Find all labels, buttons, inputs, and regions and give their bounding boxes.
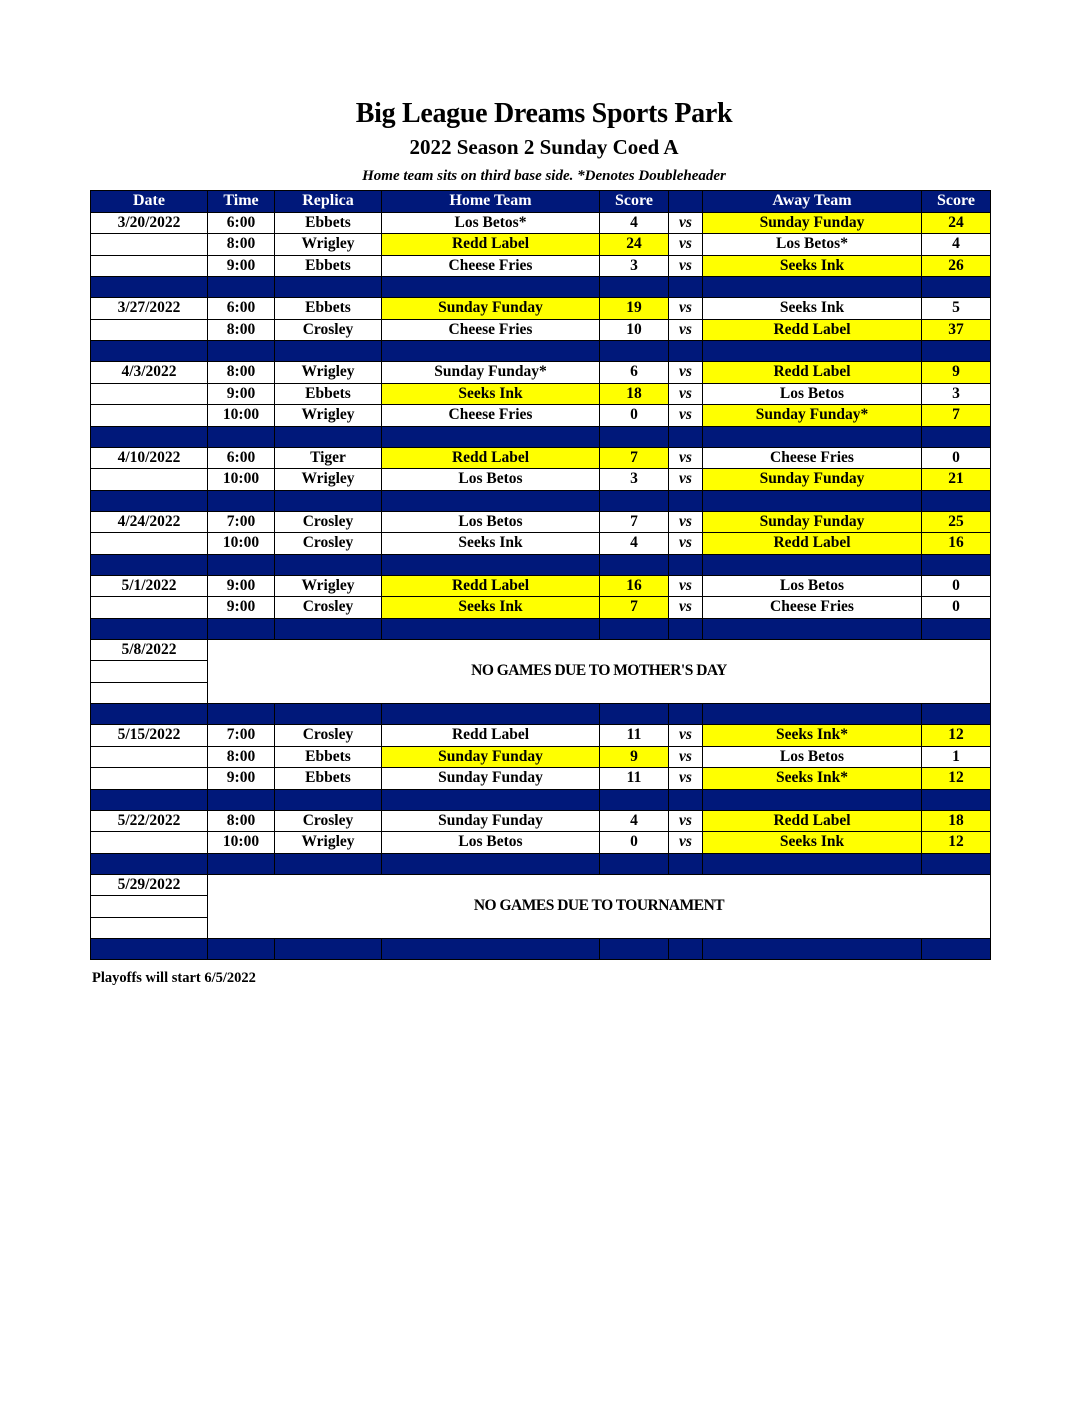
away-team-cell: Redd Label [703,810,922,832]
separator-cell [600,939,669,960]
home-team-cell: Seeks Ink [382,597,600,619]
playoffs-note: Playoffs will start 6/5/2022 [92,970,256,986]
separator-cell [703,426,922,447]
away-score-cell: 18 [922,810,991,832]
no-games-message: NO GAMES DUE TO MOTHER'S DAY [208,639,991,704]
replica-cell: Ebbets [275,212,382,234]
home-score-cell: 10 [600,319,669,341]
away-score-cell: 37 [922,319,991,341]
away-team-cell: Los Betos [703,383,922,405]
separator-row [91,426,991,447]
vs-cell: vs [669,212,703,234]
date-cell: 4/24/2022 [91,511,208,533]
separator-cell [669,277,703,298]
game-row [91,362,991,384]
separator-cell [703,490,922,511]
separator-cell [91,426,208,447]
col-date: Date [91,191,208,213]
home-score-cell: 9 [600,746,669,768]
vs-cell: vs [669,298,703,320]
replica-cell: Crosley [275,533,382,555]
away-team-cell: Seeks Ink [703,255,922,277]
away-score-cell: 9 [922,362,991,384]
separator-cell [600,554,669,575]
vs-cell: vs [669,725,703,747]
away-team-cell: Redd Label [703,533,922,555]
time-cell: 10:00 [208,533,275,555]
away-team-cell: Seeks Ink [703,832,922,854]
time-cell: 10:00 [208,832,275,854]
separator-cell [922,789,991,810]
home-team-cell: Sunday Funday [382,746,600,768]
date-cell [91,597,208,619]
separator-cell [922,426,991,447]
separator-cell [91,789,208,810]
home-score-cell: 4 [600,212,669,234]
home-score-cell: 3 [600,255,669,277]
separator-cell [208,554,275,575]
game-row [91,511,991,533]
home-score-cell: 7 [600,511,669,533]
game-row [91,234,991,256]
col-away-score: Score [922,191,991,213]
separator-cell [208,426,275,447]
home-team-cell: Los Betos [382,832,600,854]
vs-cell: vs [669,234,703,256]
col-replica: Replica [275,191,382,213]
time-cell: 9:00 [208,383,275,405]
away-score-cell: 25 [922,511,991,533]
vs-cell: vs [669,597,703,619]
game-row [91,447,991,469]
away-score-cell: 5 [922,298,991,320]
home-score-cell: 16 [600,575,669,597]
separator-cell [600,704,669,725]
separator-cell [703,277,922,298]
vs-cell: vs [669,832,703,854]
time-cell: 8:00 [208,362,275,384]
separator-cell [922,939,991,960]
separator-cell [275,554,382,575]
separator-row [91,618,991,639]
replica-cell: Ebbets [275,298,382,320]
away-score-cell: 0 [922,575,991,597]
game-row [91,298,991,320]
replica-cell: Wrigley [275,234,382,256]
separator-cell [669,939,703,960]
separator-cell [600,426,669,447]
separator-cell [600,277,669,298]
game-row [91,212,991,234]
separator-row [91,554,991,575]
away-score-cell: 1 [922,746,991,768]
vs-cell: vs [669,810,703,832]
home-team-cell: Los Betos [382,511,600,533]
home-score-cell: 24 [600,234,669,256]
separator-cell [275,939,382,960]
separator-row [91,939,991,960]
away-team-cell: Seeks Ink* [703,768,922,790]
time-cell: 6:00 [208,212,275,234]
away-score-cell: 12 [922,832,991,854]
home-team-cell: Redd Label [382,575,600,597]
date-cell: 5/29/2022 [91,874,208,896]
time-cell: 9:00 [208,575,275,597]
separator-cell [208,853,275,874]
replica-cell: Wrigley [275,362,382,384]
separator-row [91,853,991,874]
separator-cell [91,853,208,874]
home-team-cell: Sunday Funday [382,768,600,790]
separator-cell [208,277,275,298]
away-score-cell: 24 [922,212,991,234]
date-cell [91,896,208,918]
home-team-cell: Seeks Ink [382,533,600,555]
separator-cell [922,554,991,575]
away-team-cell: Seeks Ink* [703,725,922,747]
separator-row [91,704,991,725]
date-cell [91,234,208,256]
home-team-cell: Seeks Ink [382,383,600,405]
game-row [91,768,991,790]
vs-cell: vs [669,533,703,555]
home-score-cell: 19 [600,298,669,320]
separator-cell [703,939,922,960]
replica-cell: Ebbets [275,255,382,277]
separator-cell [922,490,991,511]
replica-cell: Ebbets [275,383,382,405]
home-score-cell: 4 [600,810,669,832]
game-row [91,533,991,555]
time-cell: 9:00 [208,597,275,619]
separator-cell [922,618,991,639]
date-cell [91,255,208,277]
separator-cell [208,704,275,725]
date-cell: 4/10/2022 [91,447,208,469]
separator-cell [91,939,208,960]
no-games-message: NO GAMES DUE TO TOURNAMENT [208,874,991,939]
separator-cell [382,426,600,447]
time-cell: 8:00 [208,810,275,832]
separator-cell [275,789,382,810]
separator-cell [382,618,600,639]
date-cell [91,383,208,405]
vs-cell: vs [669,362,703,384]
no-games-row [91,639,991,661]
home-score-cell: 0 [600,405,669,427]
separator-cell [600,341,669,362]
vs-cell: vs [669,575,703,597]
away-score-cell: 7 [922,405,991,427]
home-score-cell: 7 [600,447,669,469]
vs-cell: vs [669,255,703,277]
separator-cell [91,341,208,362]
away-score-cell: 3 [922,383,991,405]
away-team-cell: Los Betos [703,746,922,768]
home-score-cell: 11 [600,768,669,790]
col-home-team: Home Team [382,191,600,213]
separator-cell [669,853,703,874]
time-cell: 10:00 [208,469,275,491]
date-cell: 3/27/2022 [91,298,208,320]
separator-row [91,490,991,511]
away-score-cell: 0 [922,597,991,619]
away-score-cell: 26 [922,255,991,277]
game-row [91,746,991,768]
home-team-cell: Sunday Funday* [382,362,600,384]
replica-cell: Wrigley [275,405,382,427]
separator-cell [703,853,922,874]
away-team-cell: Sunday Funday [703,511,922,533]
separator-cell [669,704,703,725]
home-team-cell: Los Betos [382,469,600,491]
separator-cell [669,618,703,639]
game-row [91,597,991,619]
away-team-cell: Sunday Funday [703,469,922,491]
away-score-cell: 12 [922,725,991,747]
home-score-cell: 11 [600,725,669,747]
time-cell: 10:00 [208,405,275,427]
time-cell: 8:00 [208,319,275,341]
separator-cell [382,341,600,362]
separator-cell [275,490,382,511]
game-row [91,725,991,747]
game-row [91,810,991,832]
away-score-cell: 21 [922,469,991,491]
home-team-cell: Los Betos* [382,212,600,234]
home-team-cell: Cheese Fries [382,319,600,341]
game-row [91,319,991,341]
separator-cell [208,341,275,362]
date-cell [91,832,208,854]
date-cell: 5/1/2022 [91,575,208,597]
replica-cell: Crosley [275,319,382,341]
vs-cell: vs [669,405,703,427]
separator-cell [669,490,703,511]
date-cell [91,682,208,704]
separator-cell [91,704,208,725]
separator-cell [275,341,382,362]
home-score-cell: 3 [600,469,669,491]
separator-cell [91,554,208,575]
separator-cell [382,554,600,575]
separator-cell [275,618,382,639]
separator-cell [703,704,922,725]
separator-cell [382,704,600,725]
col-vs [669,191,703,213]
replica-cell: Tiger [275,447,382,469]
vs-cell: vs [669,383,703,405]
separator-cell [922,277,991,298]
away-team-cell: Redd Label [703,362,922,384]
away-team-cell: Sunday Funday [703,212,922,234]
separator-cell [600,490,669,511]
separator-row [91,277,991,298]
game-row [91,469,991,491]
separator-cell [703,554,922,575]
date-cell [91,746,208,768]
vs-cell: vs [669,768,703,790]
date-cell [91,319,208,341]
separator-cell [382,490,600,511]
home-score-cell: 6 [600,362,669,384]
away-team-cell: Cheese Fries [703,597,922,619]
separator-cell [669,426,703,447]
replica-cell: Wrigley [275,469,382,491]
separator-cell [275,704,382,725]
separator-cell [275,426,382,447]
replica-cell: Ebbets [275,768,382,790]
time-cell: 8:00 [208,746,275,768]
away-team-cell: Cheese Fries [703,447,922,469]
away-team-cell: Los Betos [703,575,922,597]
separator-cell [208,939,275,960]
date-cell [91,661,208,683]
separator-cell [600,853,669,874]
date-cell: 3/20/2022 [91,212,208,234]
schedule-body [91,212,991,960]
separator-cell [208,618,275,639]
home-team-cell: Sunday Funday [382,810,600,832]
time-cell: 7:00 [208,725,275,747]
home-team-cell: Sunday Funday [382,298,600,320]
away-score-cell: 16 [922,533,991,555]
home-score-cell: 4 [600,533,669,555]
vs-cell: vs [669,746,703,768]
separator-cell [208,789,275,810]
time-cell: 9:00 [208,255,275,277]
home-score-cell: 18 [600,383,669,405]
col-away-team: Away Team [703,191,922,213]
time-cell: 8:00 [208,234,275,256]
separator-cell [922,341,991,362]
date-cell: 4/3/2022 [91,362,208,384]
date-cell [91,469,208,491]
replica-cell: Crosley [275,725,382,747]
separator-cell [382,853,600,874]
home-score-cell: 7 [600,597,669,619]
separator-cell [208,490,275,511]
separator-cell [382,277,600,298]
separator-cell [91,490,208,511]
separator-cell [600,789,669,810]
separator-row [91,789,991,810]
separator-cell [600,618,669,639]
home-team-cell: Redd Label [382,447,600,469]
separator-cell [922,704,991,725]
separator-cell [669,789,703,810]
away-team-cell: Redd Label [703,319,922,341]
replica-cell: Crosley [275,597,382,619]
home-score-cell: 0 [600,832,669,854]
vs-cell: vs [669,511,703,533]
home-team-cell: Redd Label [382,725,600,747]
away-team-cell: Los Betos* [703,234,922,256]
separator-cell [275,853,382,874]
home-team-cell: Cheese Fries [382,255,600,277]
game-row [91,383,991,405]
schedule-table [90,190,991,960]
replica-cell: Crosley [275,511,382,533]
col-home-score: Score [600,191,669,213]
date-cell [91,917,208,939]
game-row [91,255,991,277]
time-cell: 6:00 [208,298,275,320]
replica-cell: Ebbets [275,746,382,768]
separator-cell [703,341,922,362]
replica-cell: Wrigley [275,832,382,854]
game-row [91,575,991,597]
time-cell: 9:00 [208,768,275,790]
date-cell [91,533,208,555]
away-score-cell: 4 [922,234,991,256]
page-subtitle: 2022 Season 2 Sunday Coed A [409,135,679,159]
replica-cell: Wrigley [275,575,382,597]
separator-cell [382,939,600,960]
doubleheader-note: Home team sits on third base side. *Denotes Doubleheader [362,168,726,184]
separator-cell [703,789,922,810]
away-team-cell: Seeks Ink [703,298,922,320]
date-cell: 5/8/2022 [91,639,208,661]
separator-cell [91,618,208,639]
date-cell: 5/22/2022 [91,810,208,832]
away-score-cell: 0 [922,447,991,469]
date-cell [91,405,208,427]
separator-cell [382,789,600,810]
separator-cell [91,277,208,298]
away-team-cell: Sunday Funday* [703,405,922,427]
away-score-cell: 12 [922,768,991,790]
separator-cell [703,618,922,639]
separator-cell [275,277,382,298]
vs-cell: vs [669,447,703,469]
game-row [91,832,991,854]
separator-cell [669,554,703,575]
game-row [91,405,991,427]
date-cell [91,768,208,790]
vs-cell: vs [669,319,703,341]
vs-cell: vs [669,469,703,491]
col-time: Time [208,191,275,213]
separator-cell [922,853,991,874]
home-team-cell: Cheese Fries [382,405,600,427]
time-cell: 7:00 [208,511,275,533]
page-title: Big League Dreams Sports Park [355,98,733,129]
home-team-cell: Redd Label [382,234,600,256]
separator-cell [669,341,703,362]
header-row [91,191,991,213]
replica-cell: Crosley [275,810,382,832]
date-cell: 5/15/2022 [91,725,208,747]
no-games-row [91,874,991,896]
time-cell: 6:00 [208,447,275,469]
separator-row [91,341,991,362]
